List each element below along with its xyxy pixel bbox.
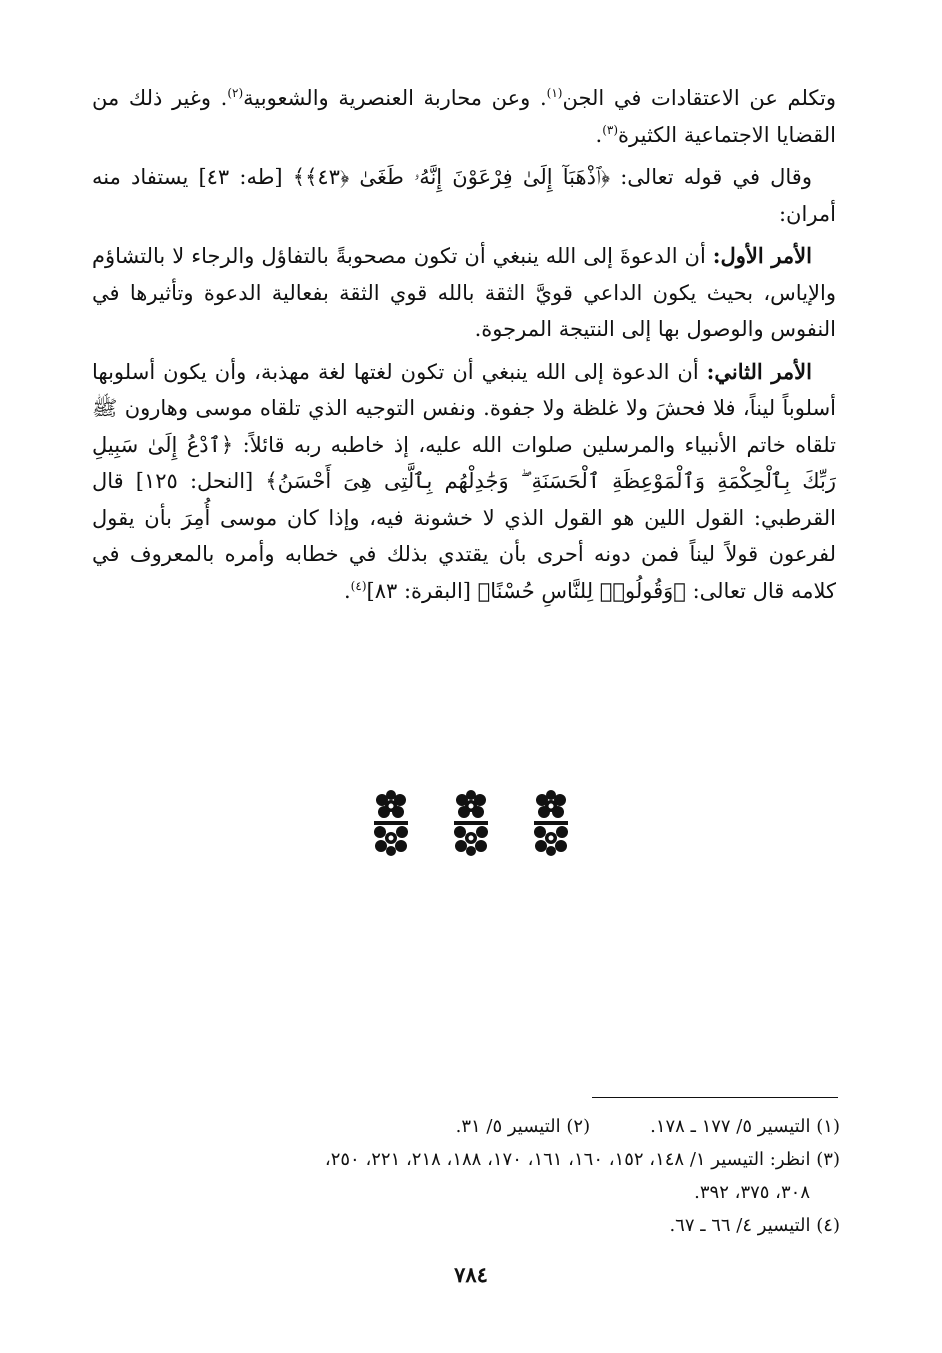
first-point-label: الأمر الأول: [712, 243, 812, 268]
footnote-1: (١) التيسير ٥/ ١٧٧ ـ ١٧٨. [650, 1116, 840, 1137]
first-point-text: أن الدعوةَ إلى الله ينبغي أن تكون مصحوبةً بالتفاؤل والرجاء لا بالتشاؤم والإياس، بحيث يكون الداعي قويَّ الثقة بالله قوي الثقة بفعالية الدعوة وتأثيرها في النفوس والوصول بها إلى النتيجة المرجوة. [92, 244, 836, 341]
p2-text-b: [طه: ٤٣] يستفاد منه أمران: [92, 165, 836, 226]
footnote-ref-2[interactable]: (٢) [227, 86, 244, 100]
flower-ornament-icon [446, 790, 496, 856]
footnote-3: (٣) انظر: التيسير ١/ ١٤٨، ١٥٢، ١٦٠، ١٦١، ١٧٠، ١٨٨، ٢١٨، ٢٢١، ٢٥٠، [324, 1149, 840, 1170]
quran-verse-baqara: ﴿وَقُولُوا۟ لِلنَّاسِ حُسْنًا﴾ [477, 578, 686, 603]
p1-text-d: . [595, 122, 603, 147]
flower-ornament-icon [366, 790, 416, 856]
second-point-label: الأمر الثاني: [706, 358, 812, 384]
flower-ornament-icon [526, 790, 576, 856]
footnote-2: (٢) التيسير ٥/ ٣١. [455, 1116, 591, 1137]
quran-verse-nahl: ﴿ٱدْعُ إِلَىٰ سَبِيلِ رَبِّكَ بِٱلْحِكْمَةِ وَٱلْمَوْعِظَةِ ٱلْحَسَنَةِ ۖ وَجَٰدِلْهُم بِٱلَّتِى هِىَ أَحْسَنُ﴾ [92, 432, 836, 493]
paragraph-2 [92, 159, 836, 232]
p1-text-c: . وغير ذلك من القضايا الاجتماعية الكثيرة [92, 86, 836, 147]
p4-text-d: . [343, 578, 351, 603]
footnote-ref-4[interactable]: (٤) [350, 578, 367, 593]
p2-text-a: وقال في قوله تعالى: [610, 165, 812, 189]
section-divider-ornaments [0, 790, 942, 860]
paragraph-3 [92, 238, 836, 348]
p4-text-c: [البقرة: ٨٣] [366, 578, 478, 603]
paragraph-4 [92, 354, 836, 610]
footnote-separator [592, 1097, 838, 1098]
footnote-ref-1[interactable]: (١) [546, 86, 563, 100]
p1-text-a: وتكلم عن الاعتقادات في الجن [562, 86, 836, 110]
quran-verse-taha: ﴿ٱذْهَبَآ إِلَىٰ فِرْعَوْنَ إِنَّهُۥ طَغَىٰ ﴿٤٣﴾﴾ [292, 165, 611, 189]
p1-text-b: . وعن محاربة العنصرية والشعوبية [243, 86, 547, 110]
footnote-ref-3[interactable]: (٣) [602, 122, 619, 137]
footnote-row-1-2 [92, 1110, 840, 1143]
p4-text-a: أن الدعوة إلى الله ينبغي أن تكون لغتها لغة مهذبة، وأن يكون أسلوبها أسلوباً ليناً، فلا فحشَ ولا غلظة ولا جفوة. ونفس التوجيه الذي تلقاه موسى وهارون ﷺ تلقاه خاتم الأنبياء والمرسلين صلوات الله عليه، إذ خاطبه ربه قائلاً: [92, 359, 836, 457]
main-text [92, 80, 836, 615]
paragraph-1 [92, 80, 836, 153]
footnote-3-continued: ٣٠٨، ٣٧٥، ٣٩٢. [694, 1182, 810, 1203]
footnotes [92, 1110, 840, 1242]
p4-text-b: [النحل: ١٢٥] قال القرطبي: القول اللين هو القول الذي لا خشونة فيه، وإذا كان موسى أُمِرَ بأن يقول لفرعون قولاً ليناً فمن دونه أحرى بأن يقتدي بذلك في خطابه وأمره بالمعروف في كلامه قال تعالى: [92, 469, 836, 603]
page-number: ٧٨٤ [454, 1262, 488, 1287]
footnote-4: (٤) التيسير ٤/ ٦٦ ـ ٦٧. [669, 1215, 840, 1236]
